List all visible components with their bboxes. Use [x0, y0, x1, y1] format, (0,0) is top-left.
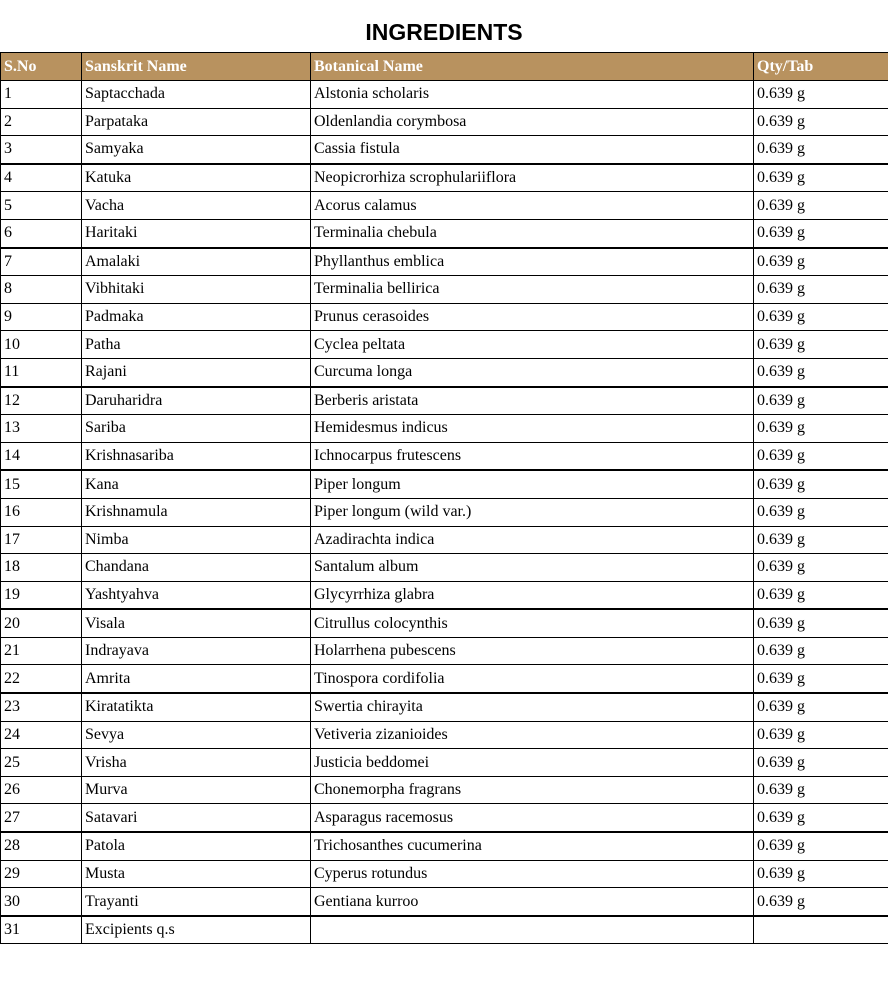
cell-sno: 3: [1, 136, 82, 164]
header-sno: S.No: [1, 53, 82, 81]
cell-qty: 0.639 g: [754, 358, 888, 386]
cell-botanical-name: Asparagus racemosus: [311, 804, 754, 832]
table-row: [1, 470, 888, 498]
table-row: [1, 860, 888, 888]
cell-qty: 0.639 g: [754, 387, 888, 415]
cell-botanical-name: Azadirachta indica: [311, 526, 754, 554]
cell-sno: 10: [1, 331, 82, 359]
table-row: [1, 303, 888, 331]
cell-sno: 14: [1, 442, 82, 470]
cell-sno: 7: [1, 248, 82, 276]
cell-qty: 0.639 g: [754, 108, 888, 136]
cell-sno: 25: [1, 749, 82, 777]
cell-sanskrit-name: Patola: [82, 832, 311, 860]
cell-botanical-name: Berberis aristata: [311, 387, 754, 415]
table-row: [1, 581, 888, 609]
table-row: [1, 415, 888, 443]
cell-sanskrit-name: Vacha: [82, 192, 311, 220]
cell-sno: 20: [1, 609, 82, 637]
cell-sanskrit-name: Chandana: [82, 554, 311, 582]
cell-sno: 17: [1, 526, 82, 554]
cell-sno: 19: [1, 581, 82, 609]
cell-sanskrit-name: Indrayava: [82, 637, 311, 665]
cell-sanskrit-name: Nimba: [82, 526, 311, 554]
cell-sanskrit-name: Patha: [82, 331, 311, 359]
cell-botanical-name: Trichosanthes cucumerina: [311, 832, 754, 860]
cell-sanskrit-name: Vibhitaki: [82, 276, 311, 304]
cell-sno: 22: [1, 665, 82, 693]
table-row: [1, 637, 888, 665]
cell-botanical-name: Cassia fistula: [311, 136, 754, 164]
table-row: [1, 916, 888, 944]
cell-botanical-name: Ichnocarpus frutescens: [311, 442, 754, 470]
cell-qty: 0.639 g: [754, 637, 888, 665]
cell-botanical-name: Acorus calamus: [311, 192, 754, 220]
cell-botanical-name: Oldenlandia corymbosa: [311, 108, 754, 136]
cell-botanical-name: Curcuma longa: [311, 358, 754, 386]
cell-qty: 0.639 g: [754, 248, 888, 276]
cell-sno: 16: [1, 498, 82, 526]
cell-botanical-name: Hemidesmus indicus: [311, 415, 754, 443]
page-title: INGREDIENTS: [365, 19, 523, 46]
cell-qty: [754, 916, 888, 944]
cell-sanskrit-name: Excipients q.s: [82, 916, 311, 944]
cell-botanical-name: Swertia chirayita: [311, 693, 754, 721]
cell-qty: 0.639 g: [754, 860, 888, 888]
cell-botanical-name: Terminalia bellirica: [311, 276, 754, 304]
cell-sno: 27: [1, 804, 82, 832]
cell-sanskrit-name: Krishnasariba: [82, 442, 311, 470]
cell-sno: 12: [1, 387, 82, 415]
cell-botanical-name: Chonemorpha fragrans: [311, 776, 754, 804]
cell-qty: 0.639 g: [754, 581, 888, 609]
cell-botanical-name: Santalum album: [311, 554, 754, 582]
cell-sanskrit-name: Kiratatikta: [82, 693, 311, 721]
cell-sno: 15: [1, 470, 82, 498]
cell-sno: 23: [1, 693, 82, 721]
cell-sanskrit-name: Samyaka: [82, 136, 311, 164]
table-row: [1, 721, 888, 749]
cell-qty: 0.639 g: [754, 804, 888, 832]
cell-sanskrit-name: Sariba: [82, 415, 311, 443]
cell-sanskrit-name: Amalaki: [82, 248, 311, 276]
cell-qty: 0.639 g: [754, 609, 888, 637]
cell-sno: 24: [1, 721, 82, 749]
header-sanskrit-name: Sanskrit Name: [82, 53, 311, 81]
cell-sno: 8: [1, 276, 82, 304]
table-header-row: [1, 53, 888, 81]
cell-sno: 1: [1, 81, 82, 109]
cell-botanical-name: Justicia beddomei: [311, 749, 754, 777]
cell-botanical-name: Alstonia scholaris: [311, 81, 754, 109]
cell-botanical-name: Terminalia chebula: [311, 219, 754, 247]
cell-sanskrit-name: Trayanti: [82, 888, 311, 916]
cell-sno: 11: [1, 358, 82, 386]
ingredients-table: [0, 52, 888, 944]
cell-qty: 0.639 g: [754, 776, 888, 804]
cell-sanskrit-name: Amrita: [82, 665, 311, 693]
cell-qty: 0.639 g: [754, 331, 888, 359]
cell-sno: 28: [1, 832, 82, 860]
cell-sanskrit-name: Saptacchada: [82, 81, 311, 109]
cell-botanical-name: Cyperus rotundus: [311, 860, 754, 888]
table-row: [1, 609, 888, 637]
table-row: [1, 888, 888, 916]
cell-sanskrit-name: Krishnamula: [82, 498, 311, 526]
cell-qty: 0.639 g: [754, 136, 888, 164]
cell-sno: 30: [1, 888, 82, 916]
cell-sanskrit-name: Sevya: [82, 721, 311, 749]
cell-sanskrit-name: Satavari: [82, 804, 311, 832]
cell-qty: 0.639 g: [754, 415, 888, 443]
cell-qty: 0.639 g: [754, 442, 888, 470]
cell-sno: 2: [1, 108, 82, 136]
cell-qty: 0.639 g: [754, 721, 888, 749]
table-row: [1, 219, 888, 247]
cell-qty: 0.639 g: [754, 81, 888, 109]
cell-botanical-name: Tinospora cordifolia: [311, 665, 754, 693]
header-botanical-name: Botanical Name: [311, 53, 754, 81]
table-row: [1, 164, 888, 192]
cell-sno: 26: [1, 776, 82, 804]
cell-qty: 0.639 g: [754, 303, 888, 331]
table-row: [1, 81, 888, 109]
cell-botanical-name: Piper longum: [311, 470, 754, 498]
cell-sno: 21: [1, 637, 82, 665]
cell-sanskrit-name: Haritaki: [82, 219, 311, 247]
cell-sno: 18: [1, 554, 82, 582]
cell-sanskrit-name: Parpataka: [82, 108, 311, 136]
cell-botanical-name: Cyclea peltata: [311, 331, 754, 359]
table-row: [1, 358, 888, 386]
table-row: [1, 776, 888, 804]
cell-sanskrit-name: Rajani: [82, 358, 311, 386]
cell-botanical-name: Gentiana kurroo: [311, 888, 754, 916]
table-row: [1, 331, 888, 359]
table-row: [1, 526, 888, 554]
table-row: [1, 832, 888, 860]
cell-sanskrit-name: Murva: [82, 776, 311, 804]
cell-sno: 31: [1, 916, 82, 944]
cell-qty: 0.639 g: [754, 498, 888, 526]
cell-qty: 0.639 g: [754, 276, 888, 304]
cell-sanskrit-name: Vrisha: [82, 749, 311, 777]
cell-sanskrit-name: Padmaka: [82, 303, 311, 331]
table-row: [1, 248, 888, 276]
cell-sanskrit-name: Musta: [82, 860, 311, 888]
cell-sanskrit-name: Visala: [82, 609, 311, 637]
table-row: [1, 442, 888, 470]
table-row: [1, 749, 888, 777]
header-qty-per-tab: Qty/Tab: [754, 53, 888, 81]
cell-sno: 4: [1, 164, 82, 192]
cell-qty: 0.639 g: [754, 888, 888, 916]
table-row: [1, 693, 888, 721]
cell-qty: 0.639 g: [754, 219, 888, 247]
cell-sno: 6: [1, 219, 82, 247]
cell-sanskrit-name: Katuka: [82, 164, 311, 192]
cell-sanskrit-name: Daruharidra: [82, 387, 311, 415]
cell-botanical-name: Citrullus colocynthis: [311, 609, 754, 637]
cell-qty: 0.639 g: [754, 526, 888, 554]
cell-qty: 0.639 g: [754, 693, 888, 721]
cell-qty: 0.639 g: [754, 832, 888, 860]
cell-qty: 0.639 g: [754, 164, 888, 192]
cell-botanical-name: Prunus cerasoides: [311, 303, 754, 331]
cell-qty: 0.639 g: [754, 470, 888, 498]
table-row: [1, 554, 888, 582]
cell-botanical-name: Vetiveria zizanioides: [311, 721, 754, 749]
cell-qty: 0.639 g: [754, 554, 888, 582]
cell-botanical-name: Phyllanthus emblica: [311, 248, 754, 276]
cell-botanical-name: [311, 916, 754, 944]
cell-botanical-name: Holarrhena pubescens: [311, 637, 754, 665]
cell-sno: 13: [1, 415, 82, 443]
cell-sanskrit-name: Kana: [82, 470, 311, 498]
table-row: [1, 136, 888, 164]
cell-sno: 5: [1, 192, 82, 220]
table-body: [1, 81, 888, 944]
table-row: [1, 276, 888, 304]
cell-sno: 29: [1, 860, 82, 888]
cell-sno: 9: [1, 303, 82, 331]
cell-botanical-name: Piper longum (wild var.): [311, 498, 754, 526]
cell-qty: 0.639 g: [754, 749, 888, 777]
cell-botanical-name: Neopicrorhiza scrophulariiflora: [311, 164, 754, 192]
cell-botanical-name: Glycyrrhiza glabra: [311, 581, 754, 609]
table-row: [1, 498, 888, 526]
table-row: [1, 387, 888, 415]
table-row: [1, 804, 888, 832]
table-row: [1, 665, 888, 693]
cell-qty: 0.639 g: [754, 192, 888, 220]
table-row: [1, 192, 888, 220]
cell-sanskrit-name: Yashtyahva: [82, 581, 311, 609]
table-row: [1, 108, 888, 136]
cell-qty: 0.639 g: [754, 665, 888, 693]
